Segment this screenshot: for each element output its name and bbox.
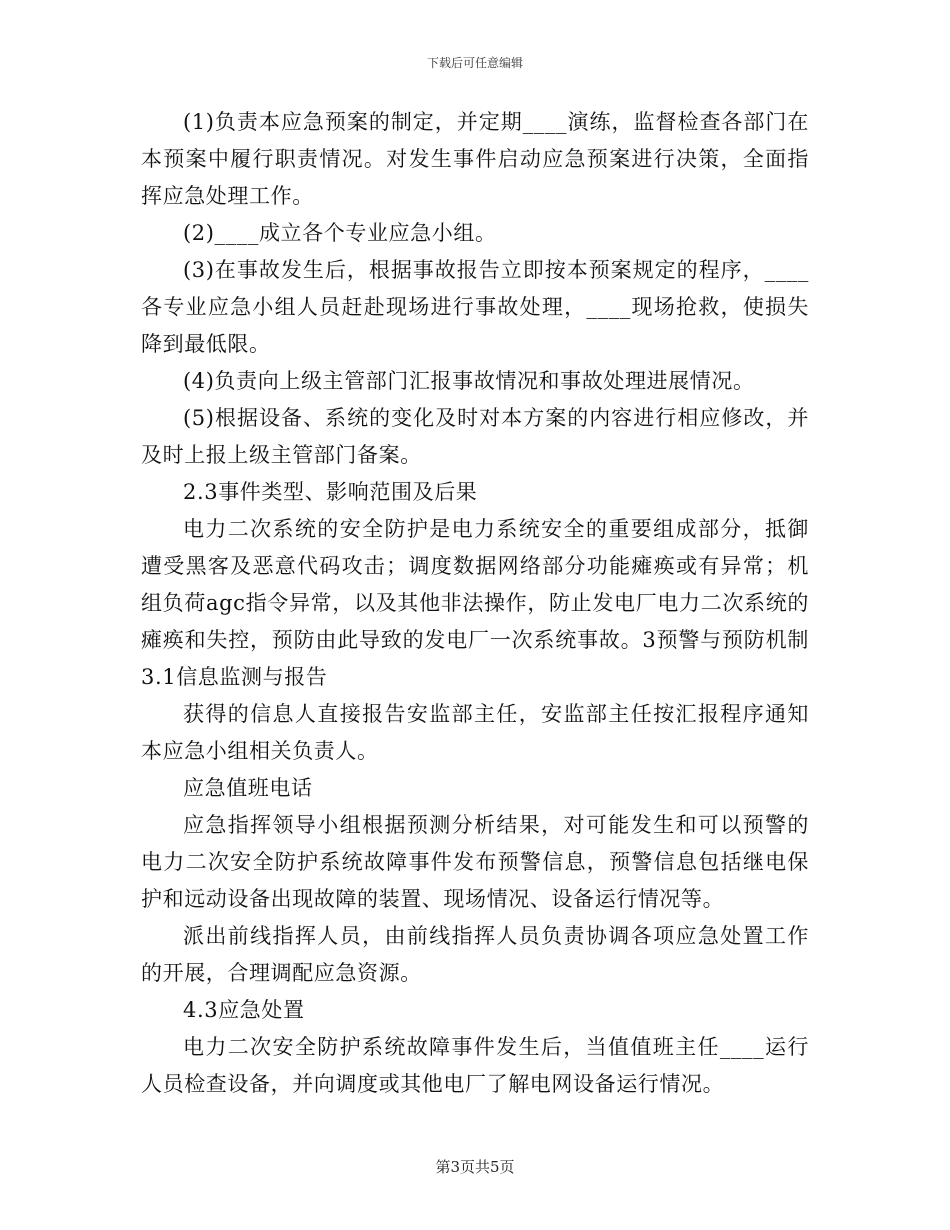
page-number: 第3页共5页 (435, 1158, 515, 1176)
paragraph-duty-5: (5)根据设备、系统的变化及时对本方案的内容进行相应修改，并及时上报上级主管部门备案。 (141, 406, 809, 467)
section-heading-4-3: 4.3应急处置 (183, 998, 305, 1022)
paragraph-duty-2: (2)____成立各个专业应急小组。 (183, 221, 497, 245)
document-body (141, 104, 809, 1103)
paragraph-duty-4: (4)负责向上级主管部门汇报事故情况和事故处理进展情况。 (183, 369, 755, 393)
paragraph-report: 获得的信息人直接报告安监部主任，安监部主任按汇报程序通知本应急小组相关负责人。 (141, 702, 809, 763)
paragraph-duty-phone: 应急值班电话 (183, 776, 313, 800)
page-header-note: 下载后可任意编辑 (426, 56, 523, 70)
paragraph-duty-1: (1)负责本应急预案的制定，并定期____演练，监督检查各部门在本预案中履行职责情况。对发生事件启动应急预案进行决策，全面指挥应急处理工作。 (141, 110, 809, 208)
paragraph-event-types: 电力二次系统的安全防护是电力系统安全的重要组成部分，抵御遭受黑客及恶意代码攻击；调度数据网络部分功能瘫痪或有异常；机组负荷agc指令异常，以及其他非法操作，防止发电厂电力二次系统的瘫痪和失控，预防由此导致的发电厂一次系统事故。3预警与预防机制3.1信息监测与报告 (141, 517, 809, 689)
paragraph-emergency-handling: 电力二次安全防护系统故障事件发生后，当值值班主任____运行人员检查设备，并向调度或其他电厂了解电网设备运行情况。 (141, 1035, 809, 1096)
paragraph-frontline: 派出前线指挥人员，由前线指挥人员负责协调各项应急处置工作的开展，合理调配应急资源。 (141, 924, 809, 985)
paragraph-warning: 应急指挥领导小组根据预测分析结果，对可能发生和可以预警的电力二次安全防护系统故障事件发布预警信息，预警信息包括继电保护和远动设备出现故障的装置、现场情况、设备运行情况等。 (141, 813, 809, 911)
section-heading-2-3: 2.3事件类型、影响范围及后果 (183, 480, 478, 504)
paragraph-duty-3: (3)在事故发生后，根据事故报告立即按本预案规定的程序，____各专业应急小组人员赶赴现场进行事故处理，____现场抢救，使损失降到最低限。 (141, 258, 809, 356)
